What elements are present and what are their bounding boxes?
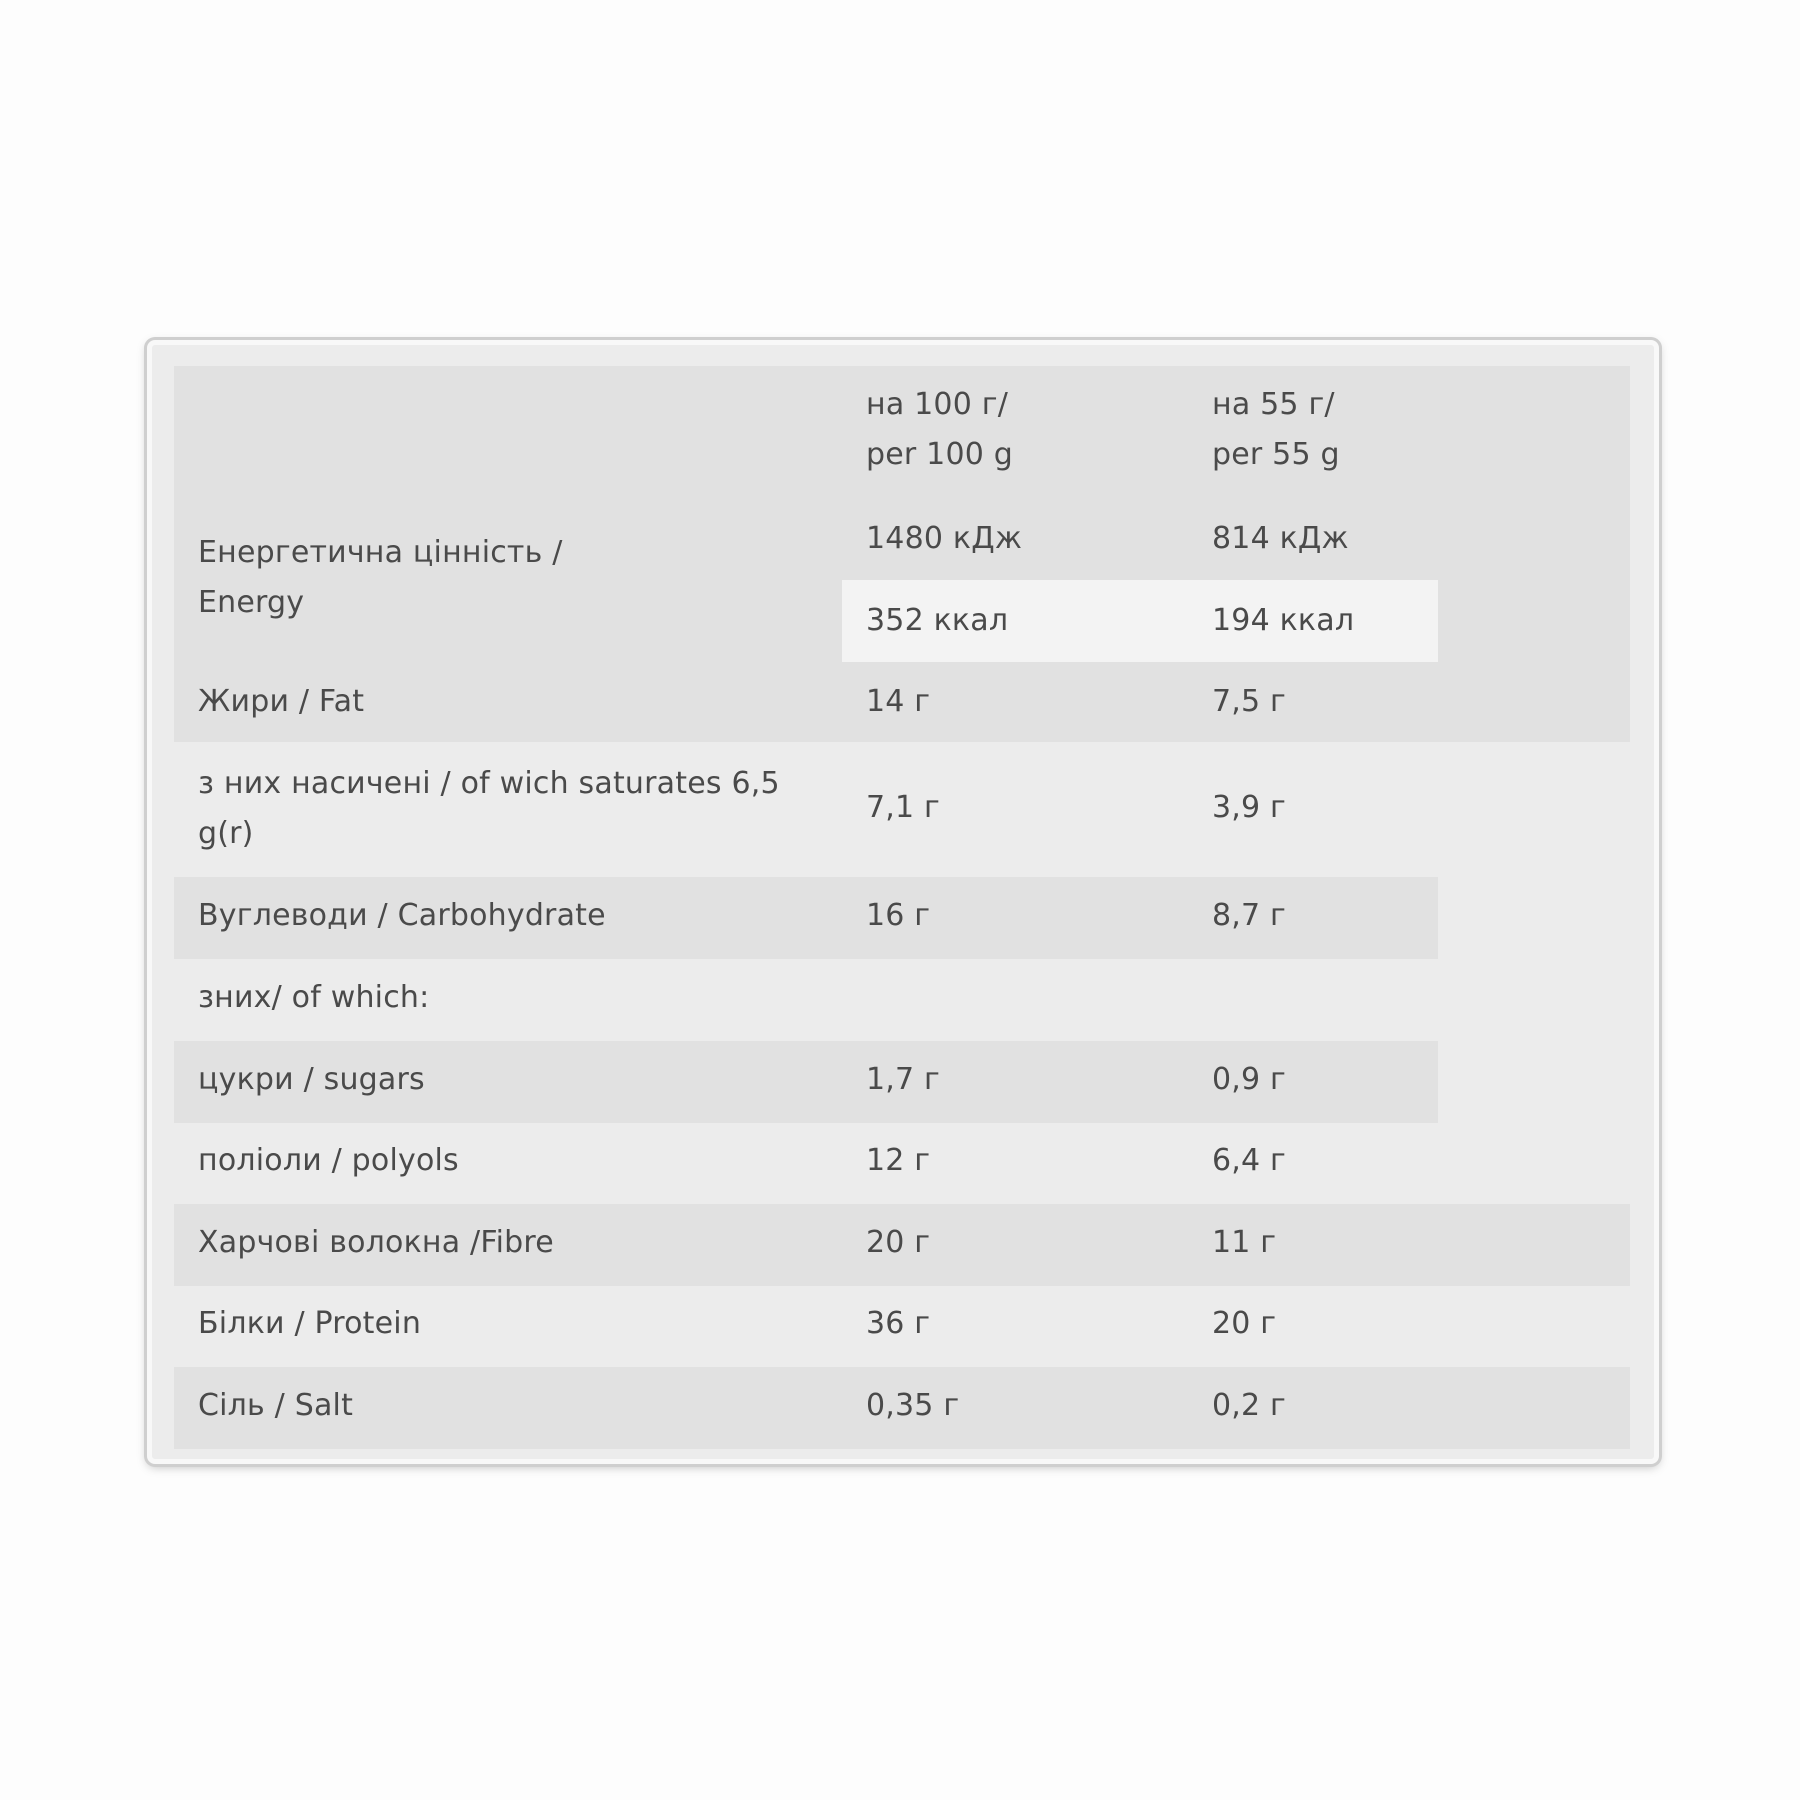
fat-label: Жири / Fat	[198, 684, 365, 719]
header-per-100g-line2: per 100 g	[866, 437, 1014, 472]
carbohydrate-per-55: 8,7 г	[1212, 898, 1287, 933]
carbohydrate-label: Вуглеводи / Carbohydrate	[198, 898, 606, 933]
energy-kj-100: 1480 кДж	[866, 521, 1023, 556]
fibre-label: Харчові волокна /Fibre	[198, 1225, 554, 1260]
fibre-per-55: 11 г	[1212, 1225, 1277, 1260]
polyols-per-55: 6,4 г	[1212, 1143, 1287, 1178]
protein-label: Білки / Protein	[198, 1306, 422, 1341]
fat-per-55: 7,5 г	[1212, 684, 1287, 719]
polyols-label: поліоли / polyols	[198, 1143, 459, 1178]
header-per-55g-line1: на 55 г/	[1212, 387, 1335, 422]
energy-kcal-100: 352 ккал	[866, 603, 1009, 638]
sugars-label: цукри / sugars	[198, 1062, 425, 1097]
sugars-per-55: 0,9 г	[1212, 1062, 1287, 1097]
saturates-label: з них насичені / of wich saturates 6,5 g(r)	[198, 766, 780, 851]
energy-label-line2: Energy	[198, 585, 305, 620]
salt-per-55: 0,2 г	[1212, 1388, 1287, 1423]
energy-kj-55: 814 кДж	[1212, 521, 1349, 556]
energy-kcal-55: 194 ккал	[1212, 603, 1355, 638]
nutrition-table	[174, 366, 1630, 1446]
carbohydrate-per-100: 16 г	[866, 898, 931, 933]
fibre-per-100: 20 г	[866, 1225, 931, 1260]
saturates-per-100: 7,1 г	[866, 790, 941, 825]
fat-per-100: 14 г	[866, 684, 931, 719]
protein-per-55: 20 г	[1212, 1306, 1277, 1341]
salt-per-100: 0,35 г	[866, 1388, 960, 1423]
sugars-per-100: 1,7 г	[866, 1062, 941, 1097]
protein-per-100: 36 г	[866, 1306, 931, 1341]
saturates-per-55: 3,9 г	[1212, 790, 1287, 825]
of-which-label: зних/ of which:	[198, 980, 430, 1015]
energy-label-line1: Енергетична цінність /	[198, 535, 563, 570]
salt-label: Сіль / Salt	[198, 1388, 354, 1423]
header-per-55g-line2: per 55 g	[1212, 437, 1340, 472]
header-per-100g-line1: на 100 г/	[866, 387, 1009, 422]
polyols-per-100: 12 г	[866, 1143, 931, 1178]
